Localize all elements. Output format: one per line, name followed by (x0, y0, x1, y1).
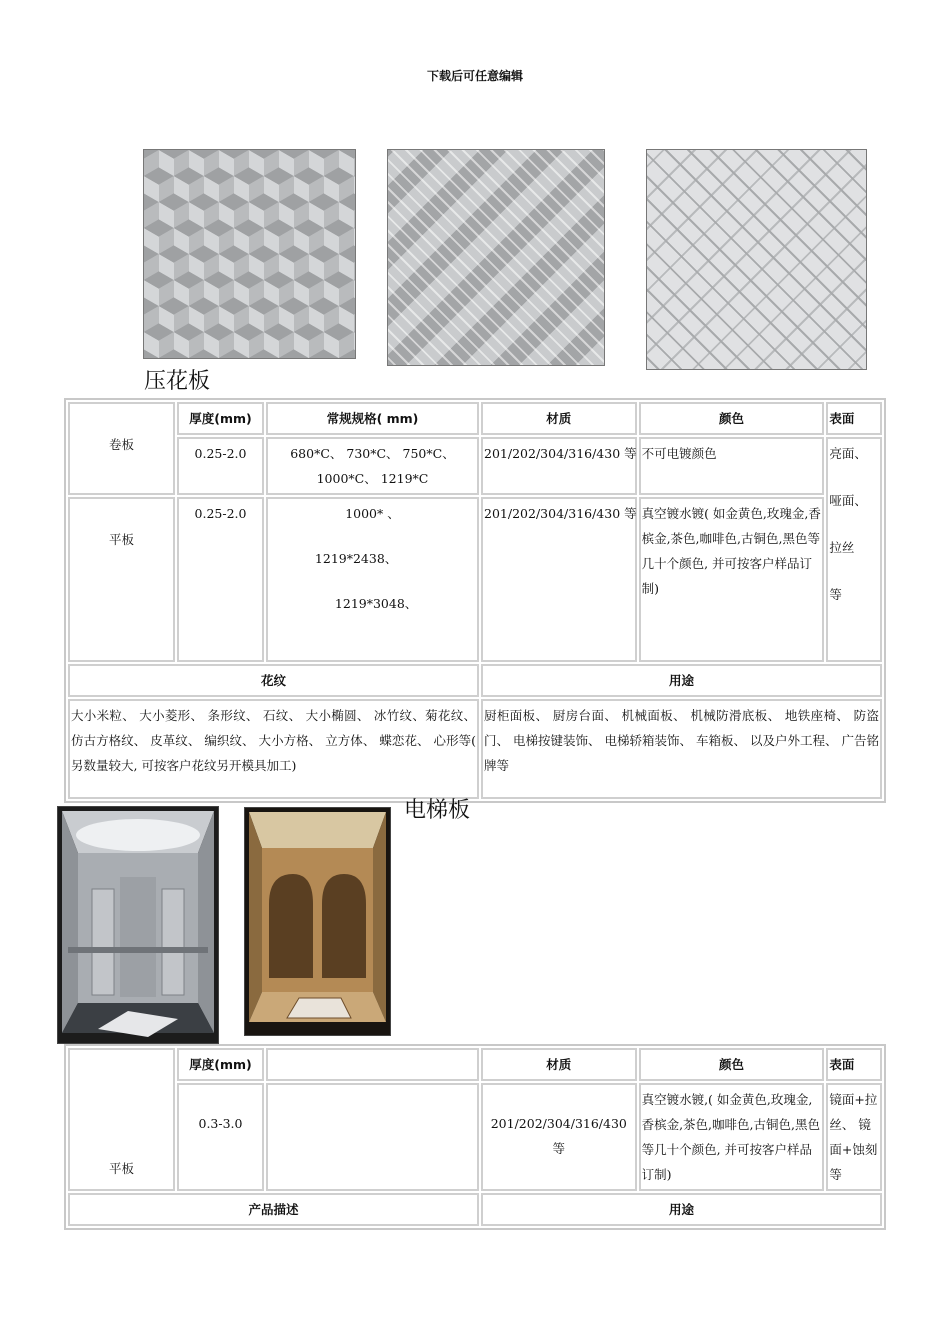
embossed-section-title: 压花板 (144, 369, 211, 394)
coil-spec-line: 1000*C、 1219*C (316, 471, 429, 486)
elevator-usage-header: 用途 (481, 1193, 882, 1226)
elevator-empty-cell (266, 1083, 479, 1191)
sheet-spec-line: 1219*2438、 (314, 551, 398, 566)
sheet-color: 真空镀水镀( 如金黄色,玫瑰金,香槟金,茶色,咖啡色,古铜色,黑色等几十个颜色, 并可按客户样品订制) (639, 497, 825, 662)
elevator-col-surface: 表面 (826, 1048, 882, 1081)
surface-item: 等 (829, 587, 842, 602)
sheet-spec-line: 1000* 、 (345, 506, 400, 521)
surface-item: 亮面、 (829, 446, 867, 461)
coil-material: 201/202/304/316/430 等 (481, 437, 637, 495)
row-label-sheet: 平板 (68, 497, 175, 662)
surface-item: 哑面、 (829, 493, 867, 508)
col-color: 颜色 (639, 402, 825, 435)
fret-pattern-sample-image (646, 149, 867, 370)
usage-header: 用途 (481, 664, 882, 697)
surface-item: 拉丝 (829, 540, 855, 555)
elevator-row-label: 平板 (68, 1048, 175, 1191)
elevator-spec-table (64, 1044, 886, 1230)
elevator-col-material: 材质 (481, 1048, 637, 1081)
coil-thickness: 0.25-2.0 (177, 437, 264, 495)
coil-color: 不可电镀颜色 (639, 437, 825, 495)
elevator-color: 真空镀水镀,( 如金黄色,玫瑰金,香槟金,茶色,咖啡色,古铜色,黑色等几十个颜色, 并可按客户样品订制) (639, 1083, 825, 1191)
elevator-desc-header: 产品描述 (68, 1193, 479, 1226)
usage-list: 厨柜面板、 厨房台面、 机械面板、 机械防滑底板、 地铁座椅、 防盗门、 电梯按键装饰、 电梯轿箱装饰、 车箱板、 以及户外工程、 广告铭牌等 (481, 699, 882, 799)
cube-pattern-sample-image (143, 149, 356, 359)
col-thickness: 厚度(mm) (177, 402, 264, 435)
gold-elevator-cabin-image (244, 807, 391, 1036)
header-note: 下载后可任意编辑 (426, 69, 523, 83)
row-label-coil: 卷板 (68, 402, 175, 495)
elevator-col-blank (266, 1048, 479, 1081)
sheet-thickness: 0.25-2.0 (177, 497, 264, 662)
elevator-col-thickness: 厚度(mm) (177, 1048, 264, 1081)
col-material: 材质 (481, 402, 637, 435)
basket-weave-sample-image (387, 149, 605, 366)
sheet-spec-line: 1219*3048、 (334, 596, 418, 611)
pattern-list: 大小米粒、 大小菱形、 条形纹、 石纹、 大小椭圆、 冰竹纹、菊花纹、 仿古方格纹、 皮革纹、 编织纹、 大小方格、 立方体、 蝶恋花、 心形等( 另数量较大, 可按客户花纹另开模具加工) (68, 699, 479, 799)
elevator-thickness: 0.3-3.0 (177, 1083, 264, 1191)
pattern-header: 花纹 (68, 664, 479, 697)
surface-cell (826, 437, 882, 662)
sheet-spec (266, 497, 479, 662)
sheet-material: 201/202/304/316/430 等 (481, 497, 637, 662)
embossed-spec-table (64, 398, 886, 803)
elevator-surface: 镜面+拉丝、 镜面+蚀刻等 (826, 1083, 882, 1191)
coil-spec (266, 437, 479, 495)
col-surface: 表面 (826, 402, 882, 435)
coil-spec-line: 680*C、 730*C、 750*C、 (290, 446, 455, 461)
col-spec: 常规规格( mm) (266, 402, 479, 435)
elevator-section-title: 电梯板 (404, 798, 471, 823)
elevator-col-color: 颜色 (639, 1048, 825, 1081)
elevator-material: 201/202/304/316/430 等 (481, 1083, 637, 1191)
silver-elevator-cabin-image (57, 806, 219, 1044)
